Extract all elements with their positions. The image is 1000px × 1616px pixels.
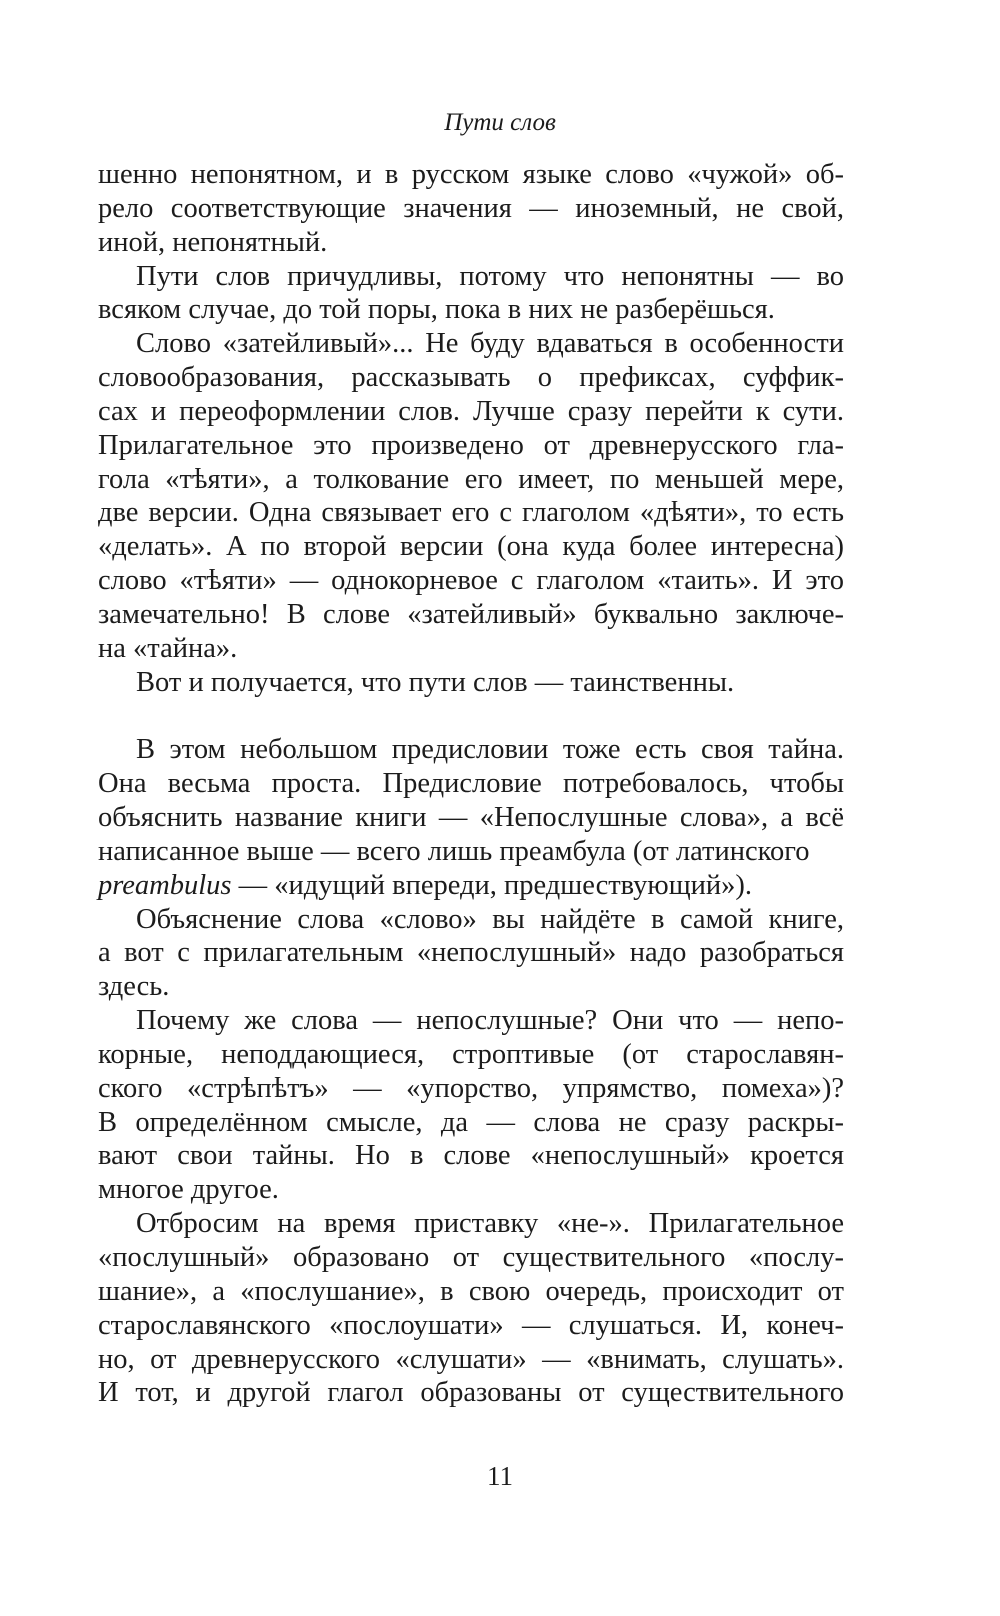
text-line: Слово «затейливый»... Не буду вдаваться в особенности <box>136 328 844 360</box>
text-line: старославянского «послоушати» — слушаться. И, конеч- <box>98 1309 844 1341</box>
text-line: вают свои тайны. Но в слове «непослушный» кроется <box>98 1140 844 1172</box>
text-line: здесь. <box>98 971 170 1003</box>
text-line: шенно непонятном, и в русском языке слово «чужой» об- <box>98 159 844 190</box>
text-line: но, от древнерусского «слушати» — «внимать, слушать». <box>98 1343 844 1375</box>
section-break <box>98 700 844 734</box>
text-line: иной, непонятный. <box>98 226 328 258</box>
line-text: — «идущий впереди, предшествующий»). <box>231 869 753 901</box>
paragraph <box>98 158 844 260</box>
text-line: словообразования, рассказывать о префиксах, суффик- <box>98 362 844 394</box>
text-line: корные, неподдающиеся, строптивые (от старославян- <box>98 1038 844 1070</box>
text-line: две версии. Одна связывает его с глаголом «дѣяти», то есть <box>98 497 844 529</box>
text-line <box>98 869 844 903</box>
text-line: В этом небольшом предисловии тоже есть своя тайна. <box>136 734 844 766</box>
body-text <box>98 158 844 1410</box>
text-line: В определённом смысле, да — слова не сразу раскры- <box>98 1106 844 1138</box>
paragraph <box>98 869 844 903</box>
text-line: гола «тѣяти», а толкование его имеет, по меньшей мере, <box>98 463 844 495</box>
paragraph <box>98 327 844 665</box>
text-line: Почему же слова — непослушные? Они что — непо- <box>136 1005 844 1037</box>
text-line: замечательно! В слове «затейливый» буквально заключе- <box>98 598 844 630</box>
text-line: написанное выше — всего лишь преамбула (от латинского <box>98 835 810 867</box>
text-line: на «тайна». <box>98 632 238 664</box>
text-line: многое другое. <box>98 1174 279 1206</box>
paragraph <box>98 260 844 328</box>
text-line: а вот с прилагательным «непослушный» надо разобраться <box>98 937 844 969</box>
text-line: Пути слов причудливы, потому что непонятны — во <box>136 260 844 292</box>
paragraph <box>98 1004 844 1207</box>
running-head: Пути слов <box>444 109 556 136</box>
text-line: Отбросим на время приставку «не-». Прилагательное <box>136 1208 844 1240</box>
text-line: ского «стрѣпѣтъ» — «упорство, упрямство, помеха»)? <box>98 1072 844 1104</box>
italic-term: preambulus <box>98 869 232 901</box>
text-line: сах и переоформлении слов. Лучше сразу перейти к сути. <box>98 395 844 427</box>
text-line: объяснить название книги — «Непослушные слова», а всё <box>98 802 844 834</box>
text-line: слово «тѣяти» — однокорневое с глаголом «таить». И это <box>98 565 844 597</box>
paragraph <box>98 733 844 868</box>
text-line: рело соответствующие значения — иноземный, не свой, <box>98 192 844 224</box>
text-line: шание», а «послушание», в свою очередь, происходит от <box>98 1275 844 1307</box>
text-line: всяком случае, до той поры, пока в них не разберёшься. <box>98 294 775 326</box>
paragraph <box>98 666 844 700</box>
paragraph <box>98 903 844 1005</box>
text-line: Вот и получается, что пути слов — таинственны. <box>136 666 735 698</box>
paragraph <box>98 1207 844 1410</box>
text-line: Объяснение слова «слово» вы найдёте в самой книге, <box>136 903 844 935</box>
text-line: Она весьма проста. Предисловие потребовалось, чтобы <box>98 768 844 800</box>
text-line: Прилагательное это произведено от древнерусского гла- <box>98 429 844 461</box>
text-line: «послушный» образовано от существительного «послу- <box>98 1242 844 1273</box>
text-line: «делать». А по второй версии (она куда более интересна) <box>98 531 844 563</box>
page-number: 11 <box>487 1461 513 1491</box>
text-line: И тот, и другой глагол образованы от существительного <box>98 1377 844 1409</box>
